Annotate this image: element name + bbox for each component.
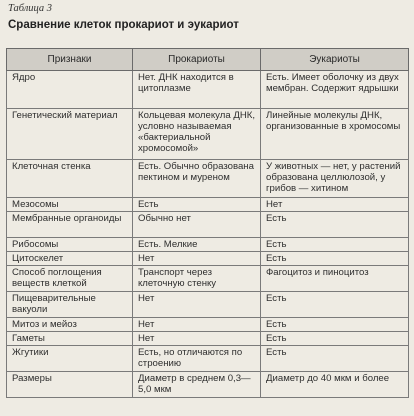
- eukaryotes-cell: Есть: [261, 238, 409, 252]
- eukaryotes-cell: Фагоцитоз и пиноцитоз: [261, 266, 409, 292]
- prokaryotes-cell: Диаметр в среднем 0,3—5,0 мкм: [133, 372, 261, 398]
- feature-cell: Мембранные органоиды: [7, 212, 133, 238]
- table-row: [7, 252, 409, 266]
- eukaryotes-cell: Линейные молекулы ДНК, организованные в хромосомы: [261, 109, 409, 160]
- feature-cell: Ядро: [7, 71, 133, 109]
- eukaryotes-cell: Есть: [261, 252, 409, 266]
- table-row: [7, 198, 409, 212]
- table-row: [7, 212, 409, 238]
- eukaryotes-cell: Есть. Имеет оболочку из двух мембран. Содержит ядрышки: [261, 71, 409, 109]
- prokaryotes-cell: Нет. ДНК находится в цитоплазме: [133, 71, 261, 109]
- prokaryotes-cell: Есть. Мелкие: [133, 238, 261, 252]
- feature-cell: Цитоскелет: [7, 252, 133, 266]
- prokaryotes-cell: Есть: [133, 198, 261, 212]
- prokaryotes-cell: Транспорт через клеточную стенку: [133, 266, 261, 292]
- header-prokaryotes: Прокариоты: [133, 49, 261, 71]
- feature-cell: Способ поглощения веществ клеткой: [7, 266, 133, 292]
- prokaryotes-cell: Нет: [133, 292, 261, 318]
- table-row: [7, 238, 409, 252]
- feature-cell: Гаметы: [7, 332, 133, 346]
- prokaryotes-cell: Нет: [133, 332, 261, 346]
- feature-cell: Рибосомы: [7, 238, 133, 252]
- table-row: [7, 292, 409, 318]
- feature-cell: Митоз и мейоз: [7, 318, 133, 332]
- table-row: [7, 372, 409, 398]
- table-row: [7, 109, 409, 160]
- comparison-table: [6, 48, 409, 398]
- feature-cell: Клеточная стенка: [7, 160, 133, 198]
- prokaryotes-cell: Есть, но отличаются по строению: [133, 346, 261, 372]
- feature-cell: Жгутики: [7, 346, 133, 372]
- header-row: [7, 49, 409, 71]
- feature-cell: Пищеварительные вакуоли: [7, 292, 133, 318]
- table-row: [7, 71, 409, 109]
- eukaryotes-cell: Есть: [261, 212, 409, 238]
- table-row: [7, 332, 409, 346]
- feature-cell: Генетический материал: [7, 109, 133, 160]
- prokaryotes-cell: Кольцевая молекула ДНК, условно называемая «бактериальной хромосомой»: [133, 109, 261, 160]
- header-eukaryotes: Эукариоты: [261, 49, 409, 71]
- table-row: [7, 266, 409, 292]
- table-row: [7, 318, 409, 332]
- table-row: [7, 160, 409, 198]
- table-row: [7, 346, 409, 372]
- prokaryotes-cell: Обычно нет: [133, 212, 261, 238]
- table-caption: Таблица 3: [8, 3, 53, 14]
- prokaryotes-cell: Есть. Обычно образована пектином и муреном: [133, 160, 261, 198]
- feature-cell: Размеры: [7, 372, 133, 398]
- prokaryotes-cell: Нет: [133, 252, 261, 266]
- eukaryotes-cell: У животных — нет, у растений образована целлюлозой, у грибов — хитином: [261, 160, 409, 198]
- eukaryotes-cell: Есть: [261, 332, 409, 346]
- eukaryotes-cell: Нет: [261, 198, 409, 212]
- eukaryotes-cell: Есть: [261, 318, 409, 332]
- eukaryotes-cell: Есть: [261, 346, 409, 372]
- eukaryotes-cell: Диаметр до 40 мкм и более: [261, 372, 409, 398]
- eukaryotes-cell: Есть: [261, 292, 409, 318]
- header-features: Признаки: [7, 49, 133, 71]
- prokaryotes-cell: Нет: [133, 318, 261, 332]
- table-title: Сравнение клеток прокариот и эукариот: [8, 19, 239, 31]
- feature-cell: Мезосомы: [7, 198, 133, 212]
